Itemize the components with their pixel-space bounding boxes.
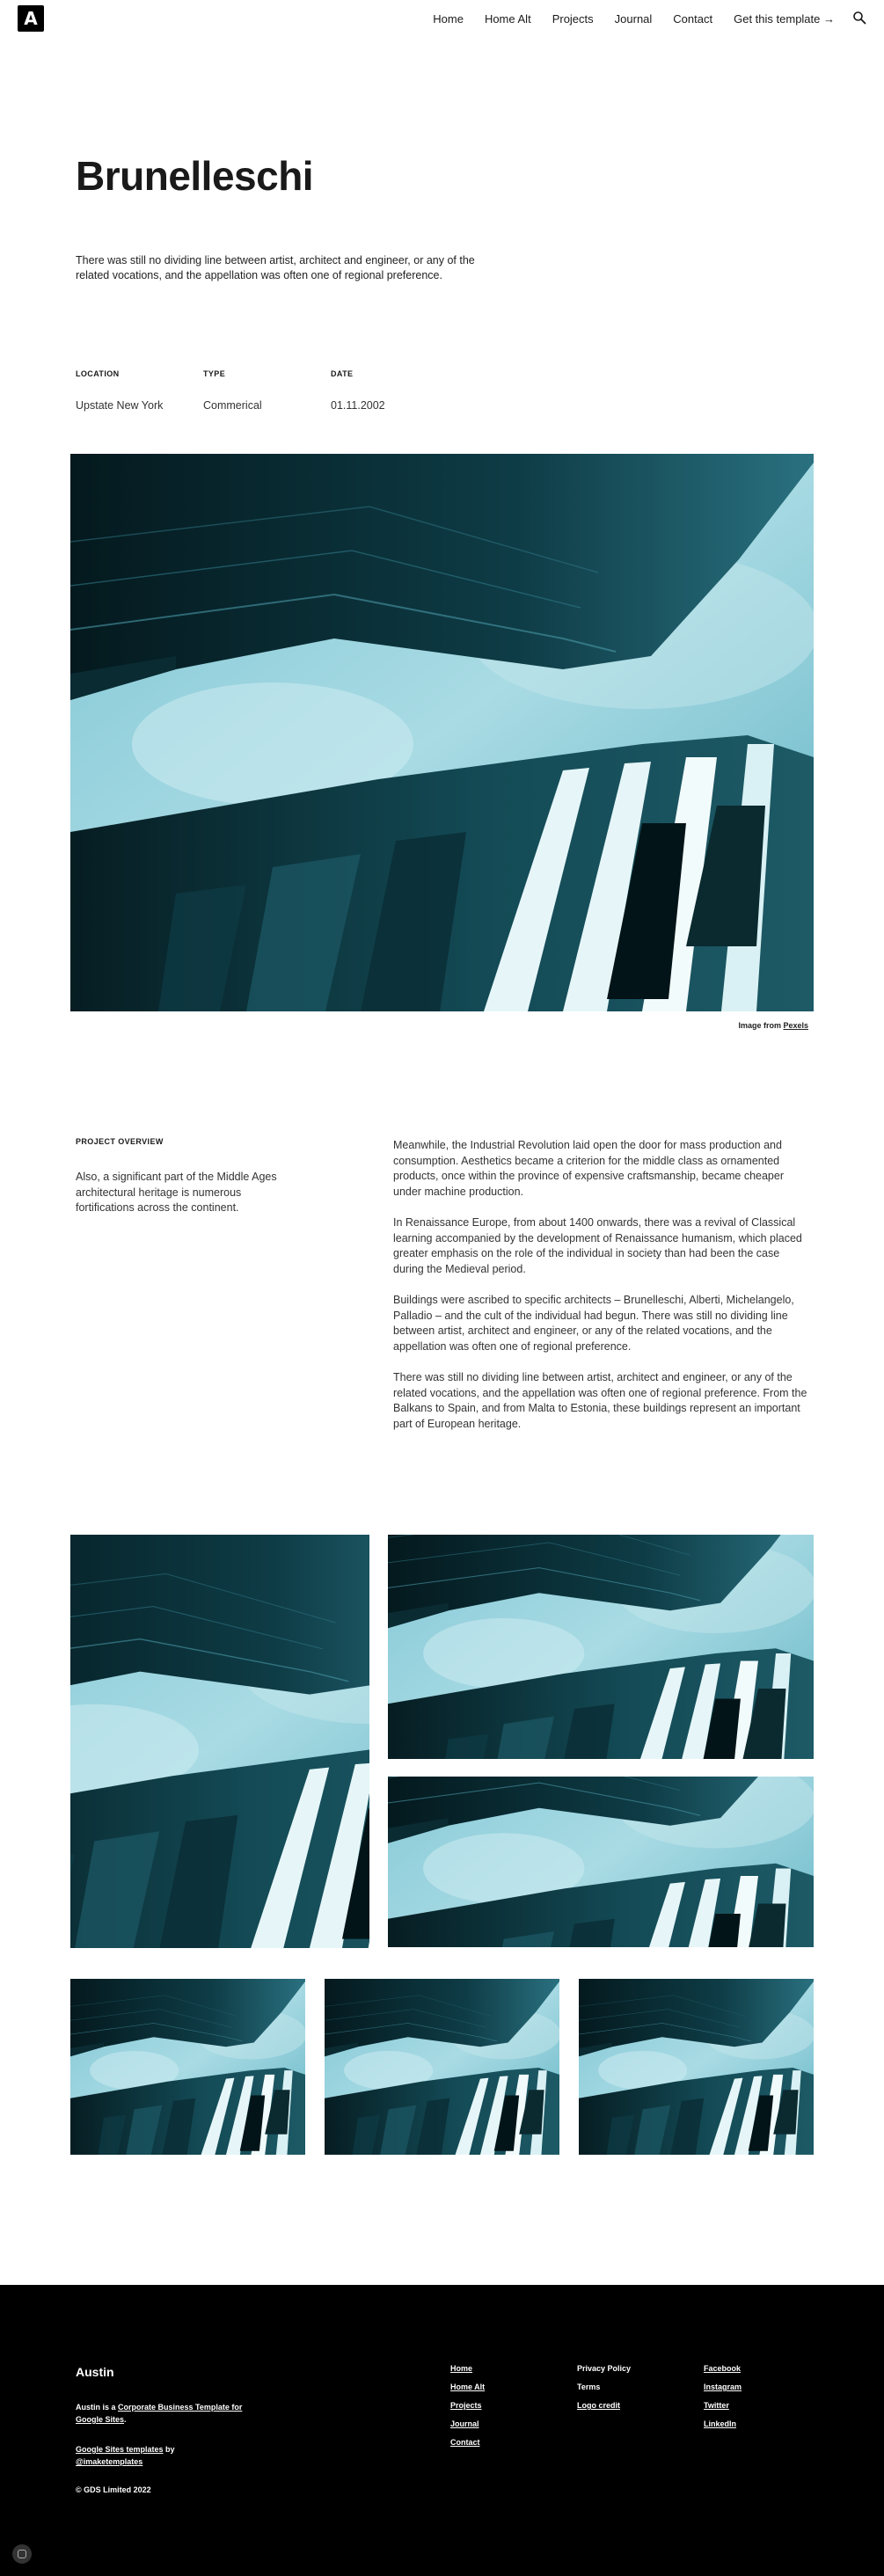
site-footer bbox=[0, 2285, 884, 2576]
search-icon[interactable] bbox=[852, 11, 866, 25]
site-header bbox=[0, 0, 884, 37]
nav-home-alt[interactable]: Home Alt bbox=[484, 11, 531, 26]
footer-copyright: © GDS Limited 2022 bbox=[76, 2485, 151, 2494]
pexels-link[interactable]: Pexels bbox=[783, 1021, 808, 1030]
meta-date bbox=[331, 369, 458, 412]
meta-date-label: DATE bbox=[331, 369, 354, 378]
footer-link-logo-credit[interactable]: Logo credit bbox=[577, 2401, 620, 2410]
nav-projects[interactable]: Projects bbox=[552, 11, 594, 26]
meta-type-value: Commerical bbox=[203, 399, 262, 412]
get-template-link[interactable]: Get this template → bbox=[734, 11, 835, 26]
footer-social-col bbox=[704, 2360, 742, 2434]
project-meta bbox=[76, 369, 458, 412]
footer-description bbox=[76, 2401, 269, 2426]
footer-link-terms[interactable]: Terms bbox=[577, 2383, 601, 2391]
meta-type bbox=[203, 369, 331, 412]
footer-desc-suffix: . bbox=[124, 2415, 127, 2424]
image-credit-prefix: Image from bbox=[738, 1021, 784, 1030]
overview-paragraph: In Renaissance Europe, from about 1400 onwards, there was a revival of Classical learning accompanied by the development of Renaissance humanism, which placed greater emphasis on the role of the individual in society than had been the case during the Medieval period. bbox=[393, 1216, 802, 1275]
footer-link-twitter[interactable]: Twitter bbox=[704, 2401, 729, 2410]
hero-image bbox=[70, 454, 814, 1011]
nav-home[interactable]: Home bbox=[433, 11, 464, 26]
overview-paragraph: Buildings were ascribed to specific architects – Brunelleschi, Alberti, Michelangelo, Palladio – and the cult of the individual had begun. There was still no dividing line between artist, architect and engineer, or any of the related vocations, and the appellation was often one of regional preference. bbox=[393, 1294, 794, 1353]
footer-templates-by: by bbox=[163, 2445, 175, 2454]
footer-templates bbox=[76, 2443, 269, 2468]
footer-link-journal[interactable]: Journal bbox=[450, 2419, 479, 2428]
footer-legal-col bbox=[577, 2360, 631, 2415]
gallery-image-small-1 bbox=[70, 1979, 305, 2155]
page-title: Brunelleschi bbox=[76, 153, 314, 199]
footer-link-instagram[interactable]: Instagram bbox=[704, 2383, 742, 2391]
image-credit bbox=[738, 1021, 808, 1030]
gallery-image-wide-1 bbox=[388, 1535, 814, 1759]
nav-contact[interactable]: Contact bbox=[673, 11, 713, 26]
nav-journal[interactable]: Journal bbox=[614, 11, 653, 26]
gallery-image-tall bbox=[70, 1535, 369, 1948]
footer-desc-prefix: Austin is a bbox=[76, 2403, 119, 2412]
meta-location-value: Upstate New York bbox=[76, 399, 164, 412]
meta-date-value: 01.11.2002 bbox=[331, 399, 385, 412]
overview-paragraph: There was still no dividing line between artist, architect and engineer, or any of the related vocations, and the appellation was often one of regional preference. From the Balkans to Spain, and from Malta to Estonia, these buildings represent an important part of European heritage. bbox=[393, 1371, 807, 1430]
footer-link-contact[interactable]: Contact bbox=[450, 2438, 480, 2447]
gallery-image-small-3 bbox=[579, 1979, 814, 2155]
footer-link-projects[interactable]: Projects bbox=[450, 2401, 482, 2410]
gallery-image-small-2 bbox=[325, 1979, 559, 2155]
footer-link-privacy[interactable]: Privacy Policy bbox=[577, 2364, 632, 2373]
meta-location bbox=[76, 369, 203, 412]
intro-text: There was still no dividing line between artist, architect and engineer, or any of the related vocations, and the appellation was often one of regional preference. bbox=[76, 254, 475, 281]
meta-location-label: LOCATION bbox=[76, 369, 120, 378]
footer-link-linkedin[interactable]: LinkedIn bbox=[704, 2419, 737, 2428]
meta-type-label: TYPE bbox=[203, 369, 226, 378]
google-sites-templates-link[interactable]: Google Sites templates bbox=[76, 2445, 164, 2454]
site-logo[interactable]: A bbox=[18, 5, 44, 32]
footer-link-home-alt[interactable]: Home Alt bbox=[450, 2383, 486, 2391]
overview-summary: Also, a significant part of the Middle Ages architectural heritage is numerous fortifications across the continent. bbox=[76, 1171, 277, 1214]
gallery-image-wide-2 bbox=[388, 1777, 814, 1947]
site-info-icon[interactable] bbox=[12, 2544, 32, 2564]
footer-link-home[interactable]: Home bbox=[450, 2364, 473, 2373]
corporate-template-link[interactable]: Corporate Business Template for Google Sites bbox=[76, 2403, 243, 2424]
footer-link-facebook[interactable]: Facebook bbox=[704, 2364, 742, 2373]
overview-paragraph: Meanwhile, the Industrial Revolution laid open the door for mass production and consumption. Aesthetics became a criterion for the middle class as ornamented products, once within the province of expensive craftsmanship, became cheaper under machine production. bbox=[393, 1139, 784, 1198]
imaketemplates-link[interactable]: @imaketemplates bbox=[76, 2457, 143, 2466]
overview-body bbox=[393, 1138, 810, 1448]
footer-nav-col bbox=[450, 2360, 485, 2452]
main-nav bbox=[433, 0, 884, 37]
overview-label: PROJECT OVERVIEW bbox=[76, 1137, 164, 1146]
footer-brand: Austin bbox=[76, 2365, 114, 2379]
